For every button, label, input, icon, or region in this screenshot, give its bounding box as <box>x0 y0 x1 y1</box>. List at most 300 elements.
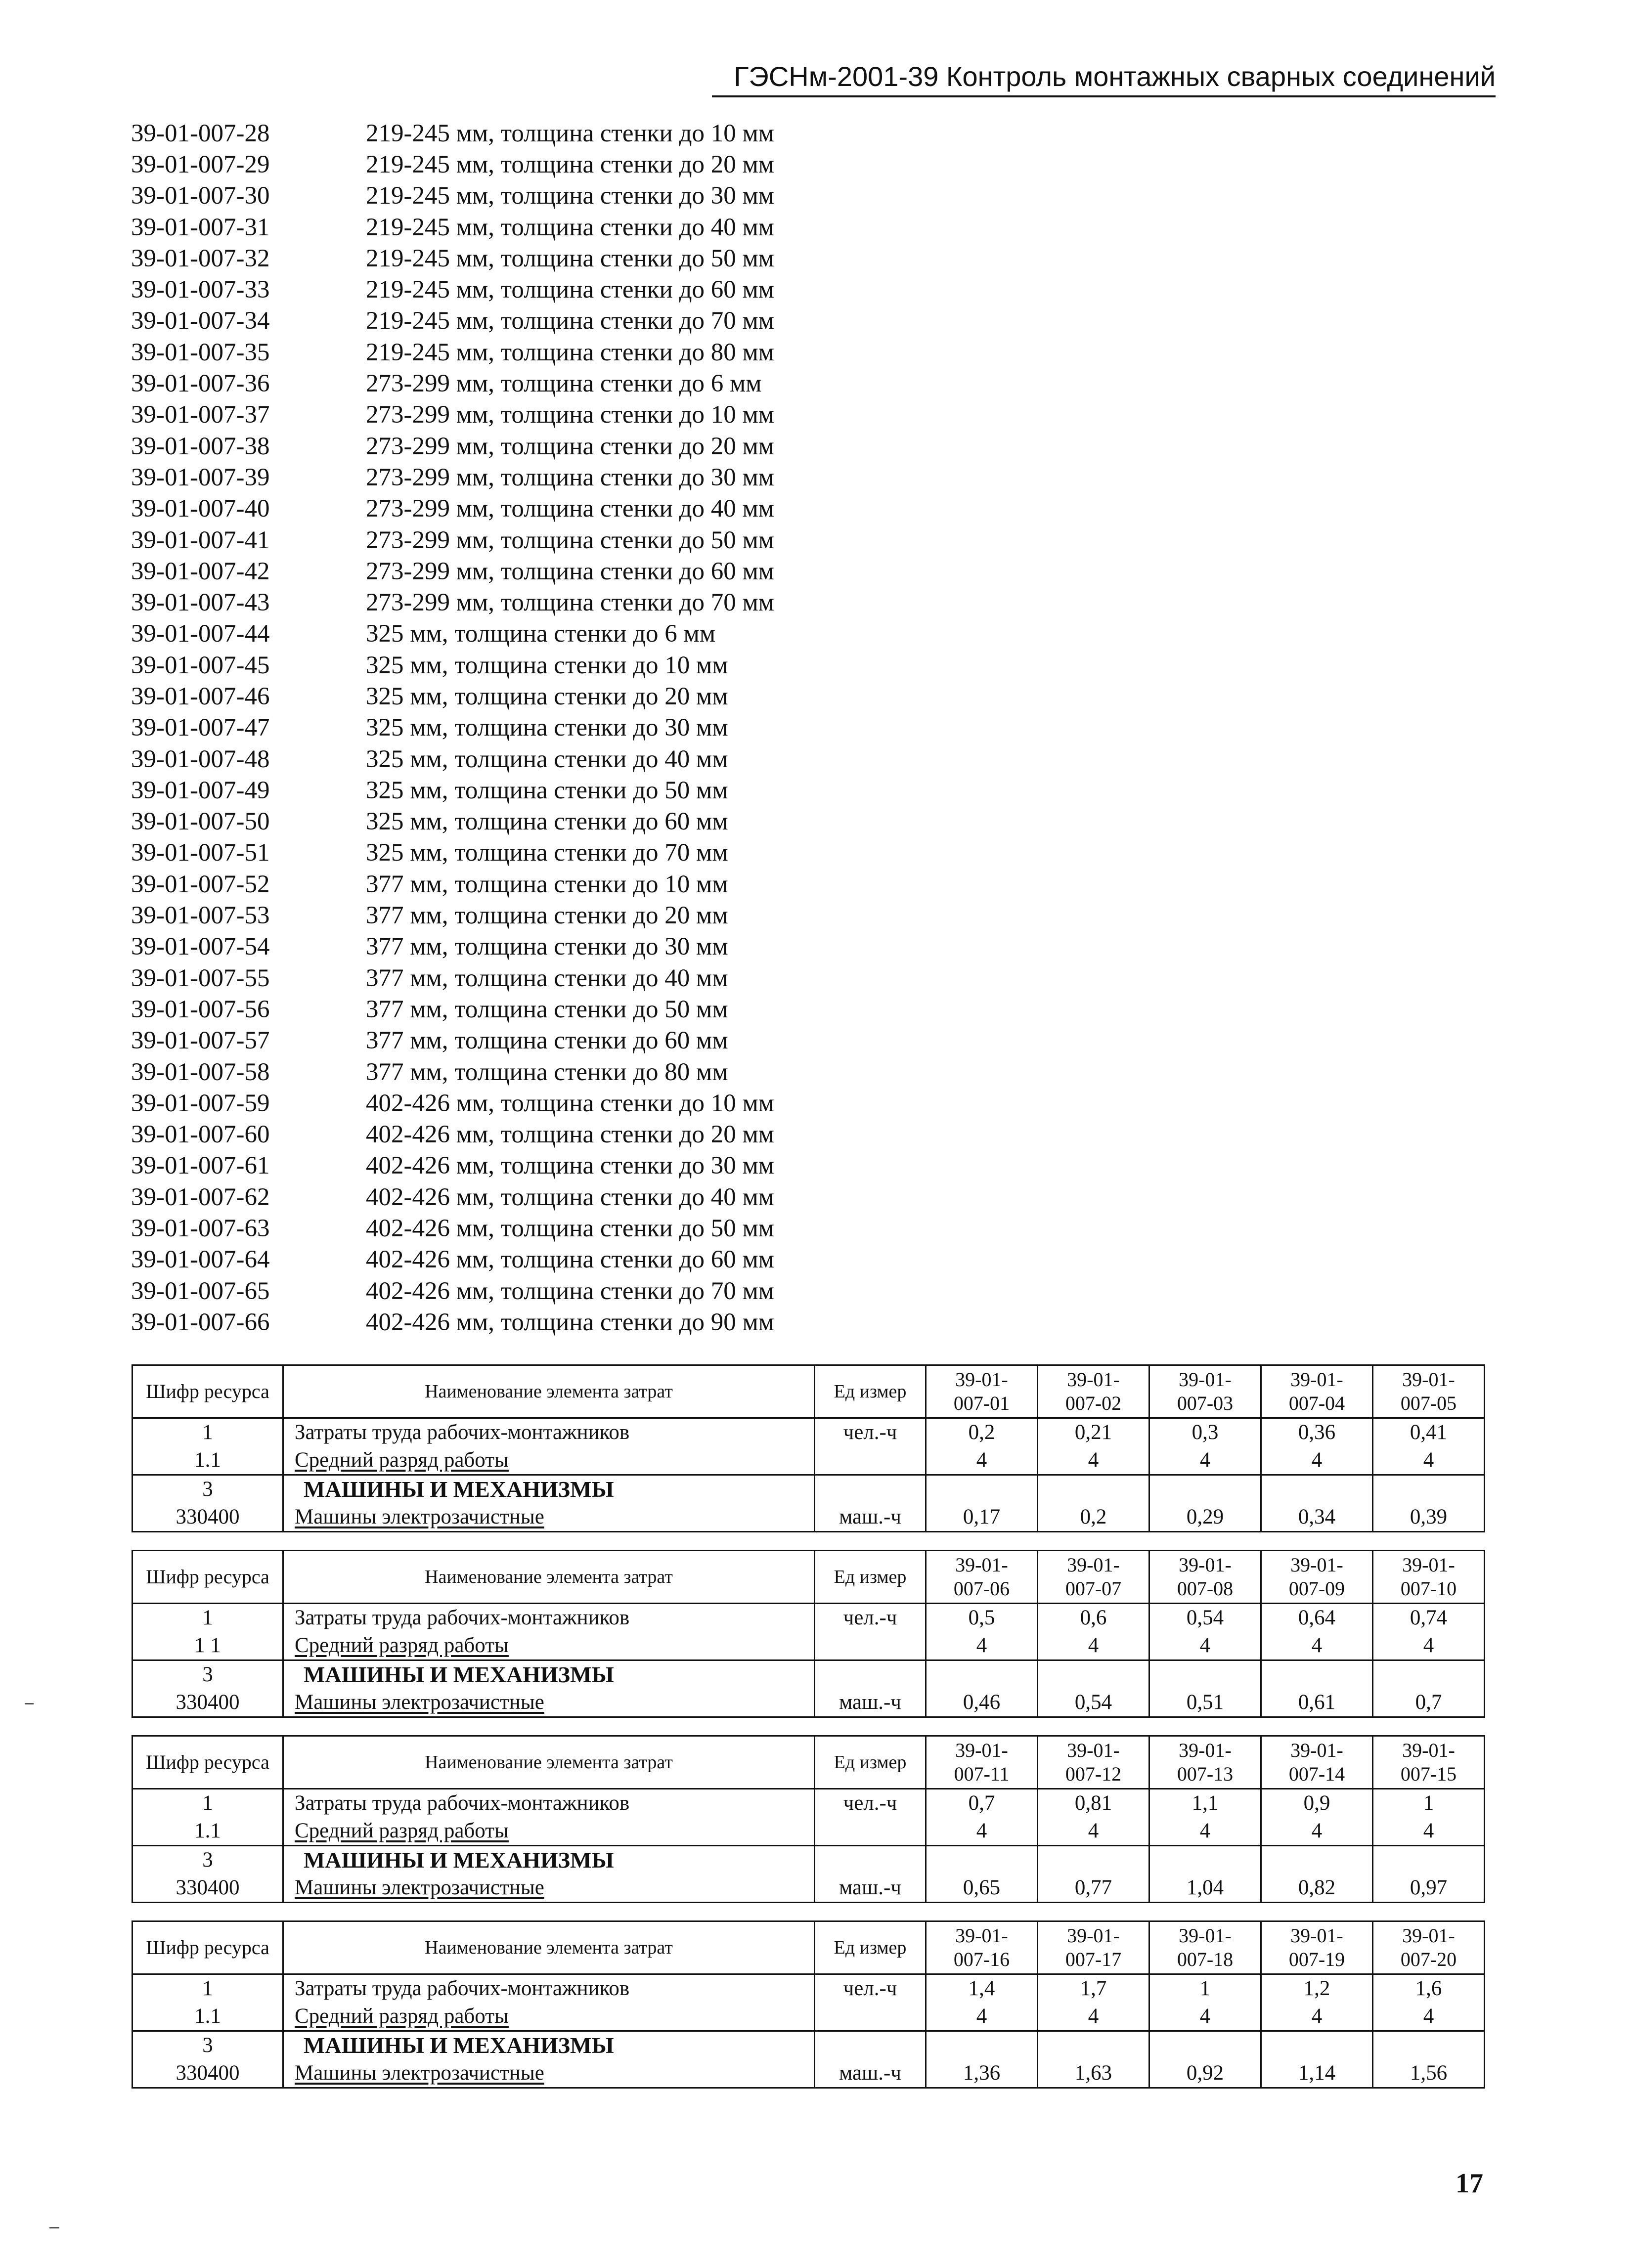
item-code: 39-01-007-40 <box>131 495 270 523</box>
norm-value <box>926 2031 1038 2060</box>
norm-value: 0,6 <box>1038 1604 1149 1632</box>
norm-code-line: 007-02 <box>1065 1392 1122 1414</box>
list-item <box>131 681 873 712</box>
item-description: 402-426 мм, толщина стенки до 60 мм <box>366 1246 775 1274</box>
table-row <box>132 1475 1485 1504</box>
table-row <box>132 2003 1485 2031</box>
section-title <box>283 1660 815 1689</box>
norm-value: 4 <box>1149 1446 1261 1475</box>
item-description: 377 мм, толщина стенки до 50 мм <box>366 995 728 1023</box>
header-cost-element: Наименование элемента затрат <box>283 1921 815 1974</box>
item-code: 39-01-007-57 <box>131 1027 270 1055</box>
item-description: 377 мм, толщина стенки до 30 мм <box>366 933 728 961</box>
norm-code-line: 007-18 <box>1177 1948 1234 1970</box>
norm-value: 0,77 <box>1038 1874 1149 1903</box>
header-norm-code <box>1038 1551 1149 1604</box>
item-code: 39-01-007-64 <box>131 1246 270 1274</box>
list-item <box>131 243 873 274</box>
item-description: 219-245 мм, толщина стенки до 80 мм <box>366 338 775 366</box>
page-number: 17 <box>1456 2168 1483 2199</box>
cost-element-name <box>283 1446 815 1475</box>
norm-value: 4 <box>926 1632 1038 1660</box>
norm-value: 0,29 <box>1149 1503 1261 1532</box>
unit-of-measure: маш.-ч <box>815 1503 926 1532</box>
resource-table <box>132 1735 1485 1903</box>
list-item <box>131 775 873 806</box>
header-norm-code <box>926 1921 1038 1974</box>
table-row <box>132 1874 1485 1903</box>
list-item <box>131 869 873 900</box>
header-unit: Ед измер <box>815 1921 926 1974</box>
norm-value <box>1038 1475 1149 1504</box>
norm-value <box>1373 2031 1485 2060</box>
norm-value: 0,36 <box>1261 1418 1373 1447</box>
norm-value: 1,1 <box>1149 1789 1261 1818</box>
item-code: 39-01-007-38 <box>131 432 270 460</box>
cost-element-text: Затраты труда рабочих-монтажников <box>295 1977 630 2000</box>
item-description: 219-245 мм, толщина стенки до 60 мм <box>366 276 775 304</box>
table-header-row <box>132 1736 1485 1789</box>
header-unit: Ед измер <box>815 1736 926 1789</box>
table-row <box>132 1632 1485 1660</box>
norm-value: 1,04 <box>1149 1874 1261 1903</box>
norm-code-line: 39-01- <box>955 1554 1008 1576</box>
item-description: 273-299 мм, толщина стенки до 60 мм <box>366 557 775 585</box>
norm-value: 0,92 <box>1149 2059 1261 2088</box>
norm-code-line: 39-01- <box>955 1739 1008 1761</box>
header-norm-code <box>1373 1551 1485 1604</box>
item-code: 39-01-007-37 <box>131 401 270 429</box>
cost-element-name <box>283 1817 815 1846</box>
norm-code-line: 007-10 <box>1400 1577 1457 1600</box>
item-description: 273-299 мм, толщина стенки до 70 мм <box>366 589 775 617</box>
norm-value: 0,7 <box>1373 1689 1485 1717</box>
table-header-row <box>132 1551 1485 1604</box>
unit-of-measure: чел.-ч <box>815 1418 926 1447</box>
norm-code-line: 007-08 <box>1177 1577 1234 1600</box>
item-code: 39-01-007-46 <box>131 682 270 710</box>
cost-element-name <box>283 1503 815 1532</box>
norm-value: 0,61 <box>1261 1689 1373 1717</box>
header-norm-code <box>1373 1736 1485 1789</box>
header-cost-element: Наименование элемента затрат <box>283 1365 815 1418</box>
list-item <box>131 618 873 650</box>
table-row <box>132 2059 1485 2088</box>
header-norm-code <box>1038 1921 1149 1974</box>
header-norm-code <box>1149 1736 1261 1789</box>
item-description: 402-426 мм, толщина стенки до 50 мм <box>366 1215 775 1243</box>
header-norm-code <box>1149 1365 1261 1418</box>
table-row <box>132 1604 1485 1632</box>
cost-element-text: МАШИНЫ И МЕХАНИЗМЫ <box>304 1847 614 1873</box>
norm-value: 4 <box>1038 1446 1149 1475</box>
item-description: 273-299 мм, толщина стенки до 40 мм <box>366 495 775 523</box>
norm-code-line: 39-01- <box>1179 1368 1232 1391</box>
norm-code-line: 39-01- <box>1067 1368 1120 1391</box>
header-resource-code: Шифр ресурса <box>132 1551 283 1604</box>
norm-value: 0,81 <box>1038 1789 1149 1818</box>
list-item <box>131 931 873 962</box>
norm-code-line: 39-01- <box>1067 1924 1120 1947</box>
norm-code-line: 007-19 <box>1288 1948 1345 1970</box>
table-row <box>132 1503 1485 1532</box>
item-code: 39-01-007-63 <box>131 1215 270 1243</box>
item-code: 39-01-007-52 <box>131 870 270 898</box>
cost-element-text: Средний разряд работы <box>295 1448 509 1472</box>
resource-code: 1 1 <box>132 1632 283 1660</box>
norm-value: 4 <box>1373 1446 1485 1475</box>
norm-code-line: 007-06 <box>953 1577 1010 1600</box>
table-row <box>132 1817 1485 1846</box>
item-code: 39-01-007-28 <box>131 119 270 147</box>
resource-code: 330400 <box>132 1503 283 1532</box>
resource-code: 1.1 <box>132 2003 283 2031</box>
item-description: 273-299 мм, толщина стенки до 20 мм <box>366 432 775 460</box>
cost-element-text: Машины электрозачистные <box>295 1876 544 1899</box>
item-description: 377 мм, толщина стенки до 20 мм <box>366 902 728 930</box>
norm-code-line: 39-01- <box>1067 1554 1120 1576</box>
norm-value: 1,56 <box>1373 2059 1485 2088</box>
list-item <box>131 212 873 243</box>
unit-of-measure: чел.-ч <box>815 1604 926 1632</box>
header-norm-code <box>926 1365 1038 1418</box>
list-item <box>131 806 873 837</box>
norm-value: 0,46 <box>926 1689 1038 1717</box>
list-item <box>131 1088 873 1119</box>
norm-value: 0,82 <box>1261 1874 1373 1903</box>
item-description: 377 мм, толщина стенки до 40 мм <box>366 964 728 992</box>
norm-value: 4 <box>1261 1817 1373 1846</box>
norm-code-line: 39-01- <box>955 1924 1008 1947</box>
list-item <box>131 587 873 618</box>
item-description: 325 мм, толщина стенки до 20 мм <box>366 682 728 710</box>
item-description: 273-299 мм, толщина стенки до 30 мм <box>366 463 775 491</box>
item-description: 325 мм, толщина стенки до 70 мм <box>366 839 728 867</box>
item-description: 377 мм, толщина стенки до 10 мм <box>366 870 728 898</box>
norm-code-line: 39-01- <box>1179 1554 1232 1576</box>
norm-code-line: 39-01- <box>1179 1924 1232 1947</box>
list-item <box>131 900 873 931</box>
norm-value: 1 <box>1149 1974 1261 2003</box>
resource-code: 1 <box>132 1604 283 1632</box>
list-item <box>131 1119 873 1150</box>
unit-of-measure: маш.-ч <box>815 1689 926 1717</box>
norm-value: 0,7 <box>926 1789 1038 1818</box>
norm-value: 1,63 <box>1038 2059 1149 2088</box>
unit-of-measure <box>815 1446 926 1475</box>
header-unit: Ед измер <box>815 1551 926 1604</box>
norm-code-line: 39-01- <box>1290 1924 1343 1947</box>
norm-value: 0,21 <box>1038 1418 1149 1447</box>
resource-table <box>132 1550 1485 1718</box>
list-item <box>131 1056 873 1088</box>
norm-value <box>926 1475 1038 1504</box>
header-norm-code <box>1373 1921 1485 1974</box>
item-code: 39-01-007-55 <box>131 964 270 992</box>
unit-of-measure <box>815 2003 926 2031</box>
cost-element-name <box>283 1789 815 1818</box>
resource-code: 330400 <box>132 2059 283 2088</box>
item-description: 273-299 мм, толщина стенки до 6 мм <box>366 370 762 398</box>
list-item <box>131 743 873 775</box>
item-code: 39-01-007-32 <box>131 244 270 272</box>
item-code: 39-01-007-29 <box>131 150 270 178</box>
item-code: 39-01-007-34 <box>131 307 270 335</box>
norm-value: 4 <box>1261 1632 1373 1660</box>
unit-of-measure <box>815 2031 926 2060</box>
item-description: 402-426 мм, толщина стенки до 10 мм <box>366 1089 775 1117</box>
norm-code-line: 007-20 <box>1400 1948 1457 1970</box>
cost-element-name <box>283 1418 815 1447</box>
item-description: 325 мм, толщина стенки до 50 мм <box>366 776 728 804</box>
list-item <box>131 1181 873 1213</box>
item-description: 325 мм, толщина стенки до 6 мм <box>366 620 716 648</box>
norm-value <box>1373 1660 1485 1689</box>
header-norm-code <box>1149 1551 1261 1604</box>
item-code: 39-01-007-51 <box>131 839 270 867</box>
unit-of-measure <box>815 1817 926 1846</box>
norm-value: 0,64 <box>1261 1604 1373 1632</box>
item-description: 219-245 мм, толщина стенки до 40 мм <box>366 213 775 241</box>
item-code: 39-01-007-47 <box>131 714 270 742</box>
norm-code-line: 39-01- <box>1402 1368 1455 1391</box>
item-code: 39-01-007-42 <box>131 557 270 585</box>
item-description: 325 мм, толщина стенки до 30 мм <box>366 714 728 742</box>
norm-value: 4 <box>1373 1817 1485 1846</box>
norm-value: 4 <box>1261 2003 1373 2031</box>
item-description: 219-245 мм, толщина стенки до 10 мм <box>366 119 775 147</box>
norm-code-line: 39-01- <box>1402 1739 1455 1761</box>
cost-element-name <box>283 1974 815 2003</box>
table-row <box>132 1689 1485 1717</box>
norm-code-line: 007-12 <box>1065 1763 1122 1785</box>
list-item <box>131 1275 873 1307</box>
norm-code-line: 007-11 <box>954 1763 1010 1785</box>
item-code: 39-01-007-60 <box>131 1121 270 1149</box>
header-norm-code <box>926 1736 1038 1789</box>
item-code: 39-01-007-35 <box>131 338 270 366</box>
item-code: 39-01-007-50 <box>131 808 270 836</box>
item-code: 39-01-007-30 <box>131 182 270 210</box>
item-description: 219-245 мм, толщина стенки до 30 мм <box>366 182 775 210</box>
item-code: 39-01-007-39 <box>131 463 270 491</box>
norm-code-line: 007-05 <box>1400 1392 1457 1414</box>
resource-code: 1 <box>132 1974 283 2003</box>
item-code: 39-01-007-61 <box>131 1152 270 1180</box>
table-header-row <box>132 1365 1485 1418</box>
norm-value: 0,39 <box>1373 1503 1485 1532</box>
norm-value <box>1149 2031 1261 2060</box>
list-item <box>131 274 873 305</box>
norm-value <box>1149 1660 1261 1689</box>
item-code: 39-01-007-56 <box>131 995 270 1023</box>
item-code: 39-01-007-45 <box>131 651 270 679</box>
cost-element-text: МАШИНЫ И МЕХАНИЗМЫ <box>304 1662 614 1687</box>
margin-mark <box>49 2227 59 2228</box>
item-description: 273-299 мм, толщина стенки до 10 мм <box>366 401 775 429</box>
norm-value <box>1261 1475 1373 1504</box>
header-resource-code: Шифр ресурса <box>132 1365 283 1418</box>
list-item <box>131 1025 873 1056</box>
item-code: 39-01-007-49 <box>131 776 270 804</box>
unit-of-measure: чел.-ч <box>815 1789 926 1818</box>
list-item <box>131 837 873 869</box>
section-title <box>283 2031 815 2060</box>
item-code: 39-01-007-58 <box>131 1058 270 1086</box>
resource-table <box>132 1364 1485 1532</box>
table-header-row <box>132 1921 1485 1974</box>
item-description: 219-245 мм, толщина стенки до 20 мм <box>366 150 775 178</box>
cost-element-name <box>283 1632 815 1660</box>
norm-value: 1,6 <box>1373 1974 1485 2003</box>
norm-value: 4 <box>1373 2003 1485 2031</box>
norm-value: 0,41 <box>1373 1418 1485 1447</box>
item-description: 377 мм, толщина стенки до 60 мм <box>366 1027 728 1055</box>
header-rule <box>712 95 1496 97</box>
header-norm-code <box>1261 1365 1373 1418</box>
item-description: 377 мм, толщина стенки до 80 мм <box>366 1058 728 1086</box>
norm-value: 0,97 <box>1373 1874 1485 1903</box>
unit-of-measure: маш.-ч <box>815 1874 926 1903</box>
table-row <box>132 1789 1485 1818</box>
item-code: 39-01-007-31 <box>131 213 270 241</box>
resource-code: 1 <box>132 1418 283 1447</box>
norm-value: 0,51 <box>1149 1689 1261 1717</box>
item-code: 39-01-007-48 <box>131 745 270 773</box>
item-code: 39-01-007-62 <box>131 1183 270 1211</box>
cost-element-text: Средний разряд работы <box>295 2005 509 2028</box>
norm-value: 4 <box>1149 2003 1261 2031</box>
resource-code: 1.1 <box>132 1446 283 1475</box>
list-item <box>131 305 873 337</box>
norm-code-line: 39-01- <box>1290 1368 1343 1391</box>
item-description: 325 мм, толщина стенки до 10 мм <box>366 651 728 679</box>
norm-value: 4 <box>1149 1817 1261 1846</box>
norm-value: 1,4 <box>926 1974 1038 2003</box>
item-description: 402-426 мм, толщина стенки до 30 мм <box>366 1152 775 1180</box>
resource-code: 3 <box>132 1846 283 1875</box>
cost-element-text: Средний разряд работы <box>295 1634 509 1657</box>
norm-value <box>1373 1846 1485 1875</box>
norm-code-line: 39-01- <box>1290 1554 1343 1576</box>
list-item <box>131 650 873 681</box>
norm-code-line: 007-14 <box>1288 1763 1345 1785</box>
header-norm-code <box>1261 1551 1373 1604</box>
list-item <box>131 493 873 524</box>
norm-value: 0,2 <box>926 1418 1038 1447</box>
norm-code-line: 39-01- <box>1402 1554 1455 1576</box>
norm-value <box>1038 1846 1149 1875</box>
item-code: 39-01-007-36 <box>131 370 270 398</box>
header-cost-element: Наименование элемента затрат <box>283 1551 815 1604</box>
cost-element-text: МАШИНЫ И МЕХАНИЗМЫ <box>304 1477 614 1502</box>
item-description: 273-299 мм, толщина стенки до 50 мм <box>366 526 775 554</box>
cost-element-name <box>283 2059 815 2088</box>
table-row <box>132 1846 1485 1875</box>
norm-value: 0,54 <box>1038 1689 1149 1717</box>
item-description: 325 мм, толщина стенки до 40 мм <box>366 745 728 773</box>
norm-value: 4 <box>1373 1632 1485 1660</box>
list-item <box>131 1244 873 1275</box>
section-title <box>283 1475 815 1504</box>
item-code: 39-01-007-41 <box>131 526 270 554</box>
norm-code-line: 39-01- <box>1067 1739 1120 1761</box>
header-norm-code <box>1038 1365 1149 1418</box>
norm-code-line: 007-03 <box>1177 1392 1234 1414</box>
list-item <box>131 712 873 743</box>
header-norm-code <box>1261 1921 1373 1974</box>
item-description: 402-426 мм, толщина стенки до 90 мм <box>366 1308 775 1336</box>
norm-value: 0,54 <box>1149 1604 1261 1632</box>
section-title <box>283 1846 815 1875</box>
norm-value: 1,2 <box>1261 1974 1373 2003</box>
cost-element-name <box>283 2003 815 2031</box>
norm-value <box>1261 1660 1373 1689</box>
norm-code-line: 007-13 <box>1177 1763 1234 1785</box>
cost-element-text: Машины электрозачистные <box>295 1691 544 1714</box>
norm-code-line: 007-04 <box>1288 1392 1345 1414</box>
item-description: 219-245 мм, толщина стенки до 50 мм <box>366 244 775 272</box>
unit-of-measure <box>815 1475 926 1504</box>
norm-value: 1,36 <box>926 2059 1038 2088</box>
norm-value: 0,9 <box>1261 1789 1373 1818</box>
resource-code: 1 <box>132 1789 283 1818</box>
list-item <box>131 399 873 431</box>
cost-element-text: МАШИНЫ И МЕХАНИЗМЫ <box>304 2033 614 2058</box>
norm-value <box>1149 1475 1261 1504</box>
list-item <box>131 431 873 462</box>
table-row <box>132 2031 1485 2060</box>
resource-code: 3 <box>132 1475 283 1504</box>
resource-table <box>132 1920 1485 2089</box>
list-item <box>131 118 873 149</box>
list-item <box>131 524 873 556</box>
norm-code-line: 39-01- <box>1290 1739 1343 1761</box>
norm-value: 4 <box>1261 1446 1373 1475</box>
item-code: 39-01-007-66 <box>131 1308 270 1336</box>
norm-value: 0,5 <box>926 1604 1038 1632</box>
item-code: 39-01-007-43 <box>131 589 270 617</box>
norm-value: 4 <box>926 1817 1038 1846</box>
header-resource-code: Шифр ресурса <box>132 1921 283 1974</box>
resource-code: 3 <box>132 2031 283 2060</box>
item-code: 39-01-007-44 <box>131 620 270 648</box>
norm-code-line: 39-01- <box>955 1368 1008 1391</box>
list-item <box>131 462 873 493</box>
resource-code: 3 <box>132 1660 283 1689</box>
norm-value <box>1373 1475 1485 1504</box>
norm-value: 4 <box>926 1446 1038 1475</box>
resource-code: 330400 <box>132 1874 283 1903</box>
page-header-title: ГЭСНм-2001-39 Контроль монтажных сварных соединений <box>734 61 1496 92</box>
list-item <box>131 1213 873 1244</box>
cost-element-name <box>283 1874 815 1903</box>
norm-value <box>1038 2031 1149 2060</box>
list-item <box>131 337 873 368</box>
norm-code-line: 39-01- <box>1179 1739 1232 1761</box>
norm-value: 4 <box>1038 1817 1149 1846</box>
item-description: 402-426 мм, толщина стенки до 40 мм <box>366 1183 775 1211</box>
norm-value: 0,65 <box>926 1874 1038 1903</box>
norm-value: 1,14 <box>1261 2059 1373 2088</box>
table-row <box>132 1446 1485 1475</box>
cost-element-text: Средний разряд работы <box>295 1819 509 1842</box>
norm-value <box>1261 2031 1373 2060</box>
item-code: 39-01-007-65 <box>131 1277 270 1305</box>
resource-code: 330400 <box>132 1689 283 1717</box>
list-item <box>131 1150 873 1181</box>
cost-element-name <box>283 1689 815 1717</box>
